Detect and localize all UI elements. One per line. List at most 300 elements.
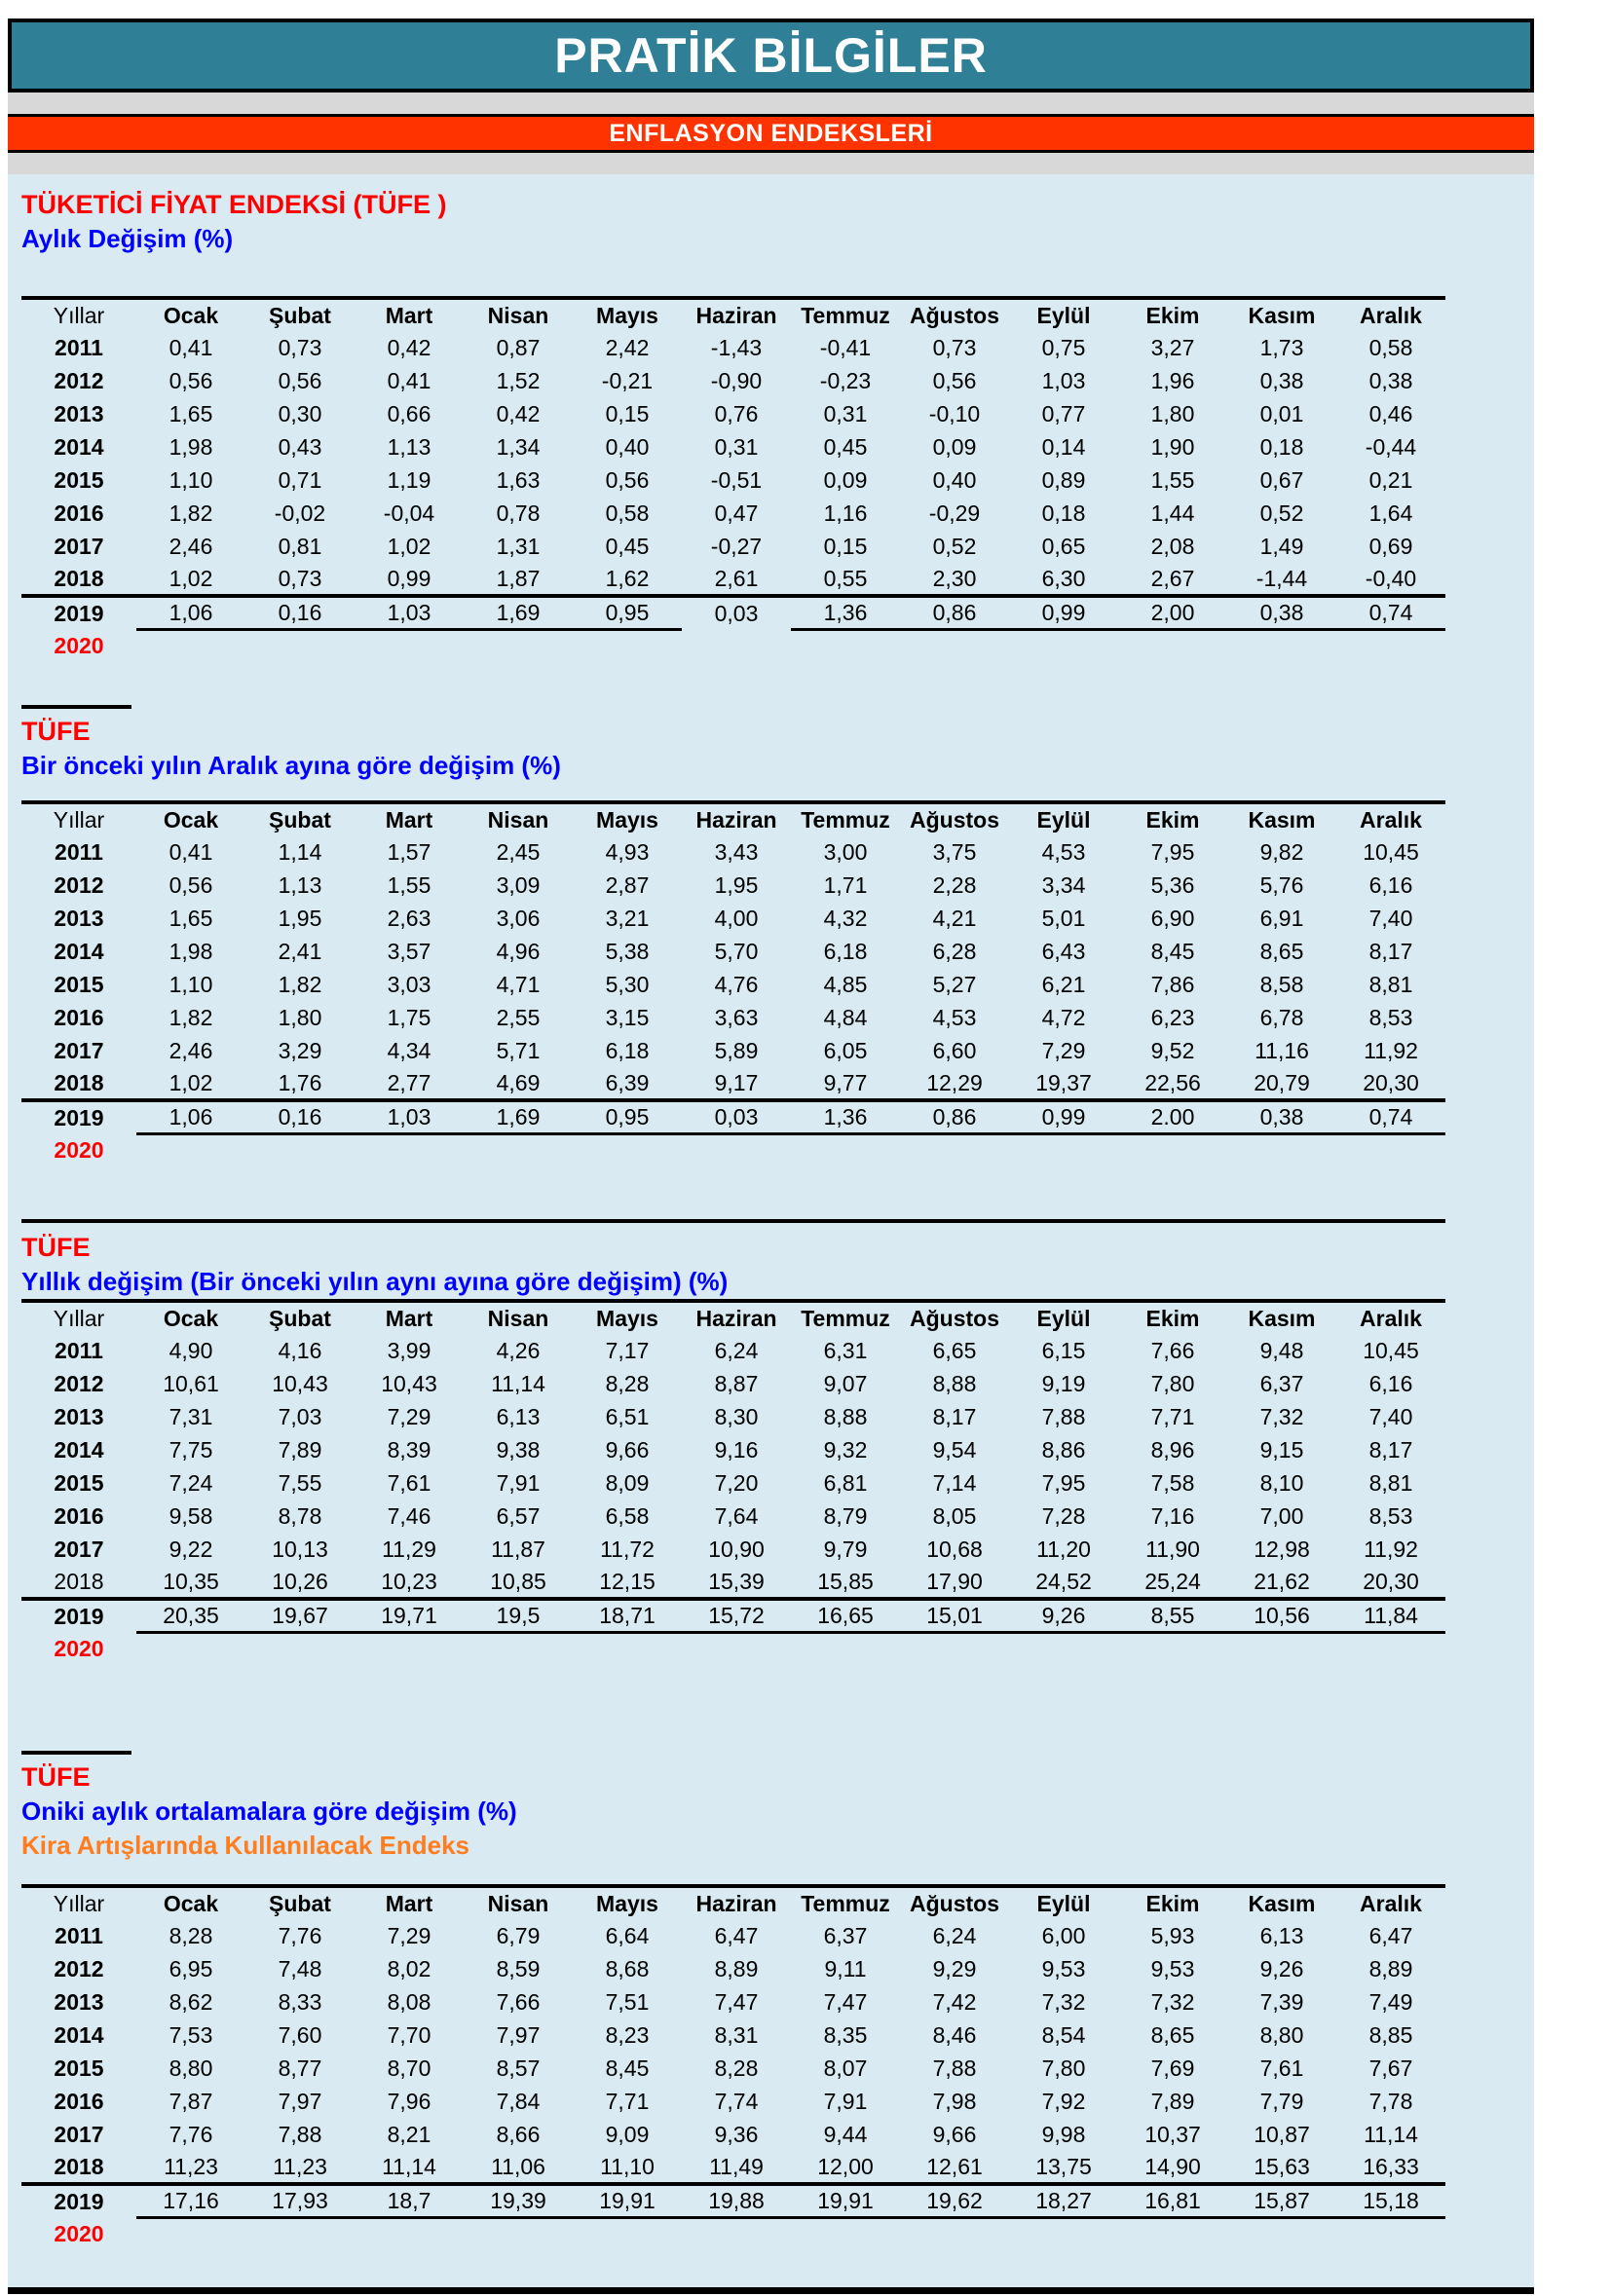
- value-cell: 2,77: [355, 1067, 464, 1100]
- value-cell: 8,45: [1150, 938, 1195, 964]
- value-cell: 19,39: [464, 2184, 573, 2217]
- value-cell: 7,79: [1259, 2088, 1304, 2114]
- value-cell: 8,62: [169, 1988, 213, 2015]
- month-column-header: Mart: [385, 806, 433, 833]
- value-cell: 1,06: [136, 596, 245, 629]
- month-column-header: Nisan: [487, 806, 549, 833]
- value-cell: 8,86: [1041, 1436, 1086, 1463]
- value-cell: 4,69: [464, 1067, 573, 1100]
- table-header-row: [21, 1301, 1445, 1334]
- table-row: [21, 1400, 1445, 1433]
- year-cell: 2015: [54, 971, 104, 997]
- value-cell: 8,88: [932, 1370, 977, 1396]
- value-cell: 7,28: [1041, 1502, 1086, 1529]
- value-cell: 0,52: [1259, 500, 1304, 526]
- month-column-header: Mayıs: [596, 806, 658, 833]
- month-column-header: Temmuz: [801, 806, 890, 833]
- value-cell: 15,87: [1227, 2184, 1336, 2217]
- value-cell: 6,60: [932, 1037, 977, 1063]
- year-cell: 2015: [54, 2055, 104, 2081]
- value-cell: -0,21: [601, 367, 654, 393]
- value-cell: 6,37: [823, 1922, 868, 1948]
- value-cell: 8,53: [1368, 1004, 1413, 1030]
- section-heading-blue: Bir önceki yılın Aralık ayına göre değişim (%): [21, 751, 561, 780]
- value-cell: 7,40: [1368, 905, 1413, 931]
- year-cell: 2020: [54, 1635, 104, 1661]
- value-cell: [1009, 2217, 1118, 2250]
- value-cell: 1,55: [1150, 466, 1195, 493]
- table-row: [21, 1433, 1445, 1466]
- value-cell: 6,57: [496, 1502, 541, 1529]
- year-cell: 2018: [21, 1067, 136, 1100]
- value-cell: 10,85: [464, 1566, 573, 1599]
- value-cell: 7,20: [714, 1469, 759, 1496]
- year-cell: 2019: [54, 1603, 104, 1629]
- value-cell: 9,44: [823, 2121, 868, 2147]
- value-cell: 7,66: [496, 1988, 541, 2015]
- value-cell: 21,62: [1227, 1566, 1336, 1599]
- table-row: [21, 629, 1445, 662]
- value-cell: 3,03: [387, 971, 431, 997]
- value-cell: 9,48: [1259, 1337, 1304, 1363]
- value-cell: 10,26: [245, 1566, 355, 1599]
- value-cell: 0,89: [1041, 466, 1086, 493]
- month-column-header: Eylül: [1036, 302, 1091, 328]
- value-cell: 0,45: [605, 533, 650, 559]
- month-column-header: Mayıs: [596, 302, 658, 328]
- month-column-header: Kasım: [1248, 302, 1316, 328]
- value-cell: 0,40: [605, 433, 650, 460]
- value-cell: 6,00: [1041, 1922, 1086, 1948]
- value-cell: [464, 1133, 573, 1167]
- value-cell: [1227, 629, 1336, 662]
- value-cell: 11,29: [382, 1536, 436, 1562]
- value-cell: 8,54: [1041, 2021, 1086, 2048]
- table-header-row: [21, 298, 1445, 331]
- value-cell: 7,67: [1368, 2055, 1413, 2081]
- value-cell: 1,55: [387, 871, 431, 898]
- value-cell: [1009, 1632, 1118, 1665]
- table-row: [21, 968, 1445, 1001]
- value-cell: 1,13: [387, 433, 431, 460]
- value-cell: 15,63: [1227, 2151, 1336, 2184]
- value-cell: 0,99: [1009, 1100, 1118, 1133]
- value-cell: -0,02: [274, 500, 326, 526]
- value-cell: 0,73: [278, 334, 322, 360]
- month-column-header: Kasım: [1248, 1890, 1316, 1916]
- value-cell: 0,15: [605, 400, 650, 426]
- value-cell: 8,81: [1368, 971, 1413, 997]
- value-cell: 16,33: [1336, 2151, 1445, 2184]
- value-cell: 0,67: [1259, 466, 1304, 493]
- table-row: [21, 397, 1445, 430]
- year-cell: 2016: [54, 2088, 104, 2114]
- table-row: [21, 869, 1445, 902]
- value-cell: 19,71: [355, 1599, 464, 1632]
- value-cell: 9,36: [714, 2121, 759, 2147]
- value-cell: 1,36: [791, 596, 900, 629]
- table-row: [21, 835, 1445, 869]
- value-cell: 1,02: [387, 533, 431, 559]
- value-cell: 18,27: [1009, 2184, 1118, 2217]
- table-row: [21, 1466, 1445, 1500]
- value-cell: 1,82: [278, 971, 322, 997]
- value-cell: 6,31: [823, 1337, 868, 1363]
- value-cell: 11,16: [1255, 1037, 1309, 1063]
- value-cell: [1009, 1133, 1118, 1167]
- value-cell: 5,01: [1041, 905, 1086, 931]
- value-cell: 1,10: [169, 971, 213, 997]
- value-cell: -0,10: [928, 400, 981, 426]
- gray-strip-bottom: [8, 153, 1534, 174]
- value-cell: 8,17: [1368, 938, 1413, 964]
- section-heading-red: TÜFE: [21, 1233, 91, 1262]
- year-cell: 2014: [54, 433, 104, 460]
- value-cell: [464, 629, 573, 662]
- value-cell: 6,43: [1041, 938, 1086, 964]
- value-cell: 1,49: [1259, 533, 1304, 559]
- spacer: [21, 1665, 1534, 1751]
- value-cell: 4,53: [1041, 838, 1086, 865]
- value-cell: 3,15: [605, 1004, 650, 1030]
- value-cell: 2,46: [169, 1037, 213, 1063]
- table-row: [21, 1919, 1445, 1952]
- table-row: [21, 530, 1445, 563]
- value-cell: 0,47: [714, 500, 759, 526]
- years-column-header: Yıllar: [53, 1305, 105, 1331]
- month-column-header: Ocak: [163, 1890, 219, 1916]
- value-cell: [900, 1632, 1009, 1665]
- value-cell: 9,09: [605, 2121, 650, 2147]
- value-cell: 7,64: [714, 1502, 759, 1529]
- value-cell: 8,10: [1259, 1469, 1304, 1496]
- value-cell: 5,93: [1150, 1922, 1195, 1948]
- value-cell: 11,23: [136, 2151, 245, 2184]
- value-cell: 8,79: [823, 1502, 868, 1529]
- year-cell: 2015: [54, 466, 104, 493]
- value-cell: 2,30: [900, 563, 1009, 596]
- value-cell: 1,03: [1041, 367, 1086, 393]
- value-cell: 8,05: [932, 1502, 977, 1529]
- value-cell: 8,85: [1368, 2021, 1413, 2048]
- value-cell: [1118, 1632, 1227, 1665]
- value-cell: 8,80: [1259, 2021, 1304, 2048]
- value-cell: 0,75: [1041, 334, 1086, 360]
- year-cell: 2018: [21, 2151, 136, 2184]
- value-cell: 2,08: [1150, 533, 1195, 559]
- value-cell: 0,77: [1041, 400, 1086, 426]
- value-cell: -0,27: [710, 533, 763, 559]
- value-cell: 20,30: [1336, 1067, 1445, 1100]
- value-cell: 10,43: [272, 1370, 328, 1396]
- value-cell: [900, 1133, 1009, 1167]
- value-cell: -0,51: [710, 466, 763, 493]
- year-cell: 2013: [54, 400, 104, 426]
- value-cell: 11,14: [1364, 2121, 1418, 2147]
- month-column-header: Şubat: [269, 1890, 331, 1916]
- table-row: [21, 1566, 1445, 1599]
- value-cell: 0,03: [682, 1100, 791, 1133]
- value-cell: 8,07: [823, 2055, 868, 2081]
- month-column-header: Nisan: [487, 1305, 549, 1331]
- section-heading-red: TÜFE: [21, 1762, 91, 1792]
- table-row: [21, 331, 1445, 364]
- year-cell: 2016: [54, 1004, 104, 1030]
- value-cell: 3,57: [387, 938, 431, 964]
- value-cell: 1,16: [823, 500, 868, 526]
- year-cell: 2016: [54, 500, 104, 526]
- value-cell: 7,60: [278, 2021, 322, 2048]
- value-cell: 0,71: [278, 466, 322, 493]
- value-cell: 1,02: [136, 1067, 245, 1100]
- page-title-box: [8, 19, 1534, 93]
- value-cell: 10,13: [272, 1536, 328, 1562]
- value-cell: 1,76: [245, 1067, 355, 1100]
- value-cell: [1118, 2217, 1227, 2250]
- value-cell: 7,89: [278, 1436, 322, 1463]
- value-cell: [245, 1632, 355, 1665]
- value-cell: 9,66: [605, 1436, 650, 1463]
- value-cell: 4,32: [823, 905, 868, 931]
- value-cell: 0,74: [1336, 1100, 1445, 1133]
- year-cell: 2018: [21, 563, 136, 596]
- value-cell: -0,90: [710, 367, 763, 393]
- value-cell: 10,43: [381, 1370, 437, 1396]
- value-cell: 7,61: [387, 1469, 431, 1496]
- value-cell: 0,58: [1368, 334, 1413, 360]
- year-cell: 2014: [54, 1436, 104, 1463]
- month-column-header: Haziran: [695, 1305, 777, 1331]
- value-cell: 7,88: [932, 2055, 977, 2081]
- month-column-header: Aralık: [1360, 806, 1422, 833]
- value-cell: 0,38: [1259, 367, 1304, 393]
- value-cell: 7,71: [1150, 1403, 1195, 1429]
- value-cell: 8,96: [1150, 1436, 1195, 1463]
- gray-strip-top: [8, 93, 1534, 114]
- table-row: [21, 2151, 1445, 2184]
- table-row: [21, 1001, 1445, 1034]
- value-cell: [355, 1632, 464, 1665]
- value-cell: 1,96: [1150, 367, 1195, 393]
- tufe-annual-change-table: [21, 1299, 1445, 1665]
- month-column-header: Şubat: [269, 1305, 331, 1331]
- value-cell: 8,21: [387, 2121, 431, 2147]
- value-cell: 1,64: [1368, 500, 1413, 526]
- value-cell: 7,75: [169, 1436, 213, 1463]
- value-cell: 0,16: [245, 596, 355, 629]
- value-cell: 7,66: [1150, 1337, 1195, 1363]
- value-cell: 8,45: [605, 2055, 650, 2081]
- value-cell: [1227, 2217, 1336, 2250]
- value-cell: [136, 629, 245, 662]
- value-cell: 7,00: [1259, 1502, 1304, 1529]
- value-cell: 7,92: [1041, 2088, 1086, 2114]
- table-row: [21, 1632, 1445, 1665]
- value-cell: 7,32: [1259, 1403, 1304, 1429]
- value-cell: 7,03: [278, 1403, 322, 1429]
- years-column-header: Yıllar: [53, 806, 105, 833]
- value-cell: 8,30: [714, 1403, 759, 1429]
- value-cell: 0,56: [932, 367, 977, 393]
- value-cell: 8,59: [496, 1955, 541, 1981]
- value-cell: 1,65: [169, 905, 213, 931]
- value-cell: [573, 1632, 682, 1665]
- value-cell: 7,46: [387, 1502, 431, 1529]
- year-cell: 2012: [54, 367, 104, 393]
- value-cell: 12,98: [1254, 1536, 1310, 1562]
- value-cell: 7,29: [387, 1922, 431, 1948]
- year-cell: 2020: [54, 2220, 104, 2246]
- year-cell: 2011: [55, 1922, 103, 1948]
- value-cell: 0,95: [573, 1100, 682, 1133]
- value-cell: 5,71: [496, 1037, 541, 1063]
- value-cell: [682, 629, 791, 662]
- value-cell: 19,37: [1009, 1067, 1118, 1100]
- value-cell: 8,89: [1368, 1955, 1413, 1981]
- value-cell: 7,84: [496, 2088, 541, 2114]
- table-row: [21, 2184, 1445, 2217]
- value-cell: 7,17: [605, 1337, 650, 1363]
- value-cell: 6,78: [1259, 1004, 1304, 1030]
- table-row: [21, 596, 1445, 629]
- section-heading-blue: Aylık Değişim (%): [21, 224, 234, 253]
- value-cell: 1,71: [823, 871, 868, 898]
- value-cell: 7,89: [1150, 2088, 1195, 2114]
- value-cell: 8,89: [714, 1955, 759, 1981]
- value-cell: [682, 2217, 791, 2250]
- value-cell: 2,87: [605, 871, 650, 898]
- value-cell: [573, 629, 682, 662]
- year-cell: 2013: [54, 905, 104, 931]
- year-cell: 2018: [21, 1566, 136, 1599]
- value-cell: 0,52: [932, 533, 977, 559]
- value-cell: 0,31: [823, 400, 868, 426]
- value-cell: 7,16: [1150, 1502, 1195, 1529]
- value-cell: 1,95: [278, 905, 322, 931]
- value-cell: [245, 2217, 355, 2250]
- month-column-header: Mayıs: [596, 1305, 658, 1331]
- value-cell: 9,53: [1150, 1955, 1195, 1981]
- table-row: [21, 902, 1445, 935]
- section-monthly-change: [21, 188, 1534, 662]
- month-column-header: Ocak: [163, 302, 219, 328]
- value-cell: 1,62: [573, 563, 682, 596]
- value-cell: 1,82: [169, 500, 213, 526]
- value-cell: -0,44: [1365, 433, 1417, 460]
- value-cell: 7,47: [823, 1988, 868, 2015]
- value-cell: 1,87: [464, 563, 573, 596]
- value-cell: 6,28: [932, 938, 977, 964]
- value-cell: 4,26: [496, 1337, 541, 1363]
- value-cell: 0,65: [1041, 533, 1086, 559]
- value-cell: 1,36: [791, 1100, 900, 1133]
- value-cell: [1336, 629, 1445, 662]
- value-cell: 1,31: [496, 533, 541, 559]
- value-cell: 7,91: [496, 1469, 541, 1496]
- value-cell: 7,49: [1368, 1988, 1413, 2015]
- value-cell: 8,65: [1150, 2021, 1195, 2048]
- value-cell: 12,15: [573, 1566, 682, 1599]
- value-cell: 0,56: [278, 367, 322, 393]
- month-column-header: Aralık: [1360, 302, 1422, 328]
- value-cell: -1,44: [1227, 563, 1336, 596]
- table-row: [21, 1100, 1445, 1133]
- value-cell: [1336, 2217, 1445, 2250]
- value-cell: 8,28: [605, 1370, 650, 1396]
- value-cell: 19,62: [900, 2184, 1009, 2217]
- value-cell: 9,38: [496, 1436, 541, 1463]
- value-cell: 8,08: [387, 1988, 431, 2015]
- year-cell: 2014: [54, 2021, 104, 2048]
- value-cell: [355, 1133, 464, 1167]
- table-row: [21, 1133, 1445, 1167]
- value-cell: 7,97: [278, 2088, 322, 2114]
- value-cell: 8,70: [387, 2055, 431, 2081]
- value-cell: 0,66: [387, 400, 431, 426]
- spacer: [21, 1167, 1534, 1219]
- value-cell: 7,87: [169, 2088, 213, 2114]
- value-cell: 0,76: [714, 400, 759, 426]
- value-cell: 6,05: [823, 1037, 868, 1063]
- wide-rule: [21, 1219, 1445, 1223]
- value-cell: 9,15: [1259, 1436, 1304, 1463]
- value-cell: 6,24: [714, 1337, 759, 1363]
- value-cell: 1,34: [496, 433, 541, 460]
- value-cell: 8,55: [1118, 1599, 1227, 1632]
- value-cell: 0,56: [169, 871, 213, 898]
- value-cell: 0,38: [1227, 1100, 1336, 1133]
- value-cell: 20,35: [136, 1599, 245, 1632]
- value-cell: 11,23: [245, 2151, 355, 2184]
- value-cell: 0,31: [714, 433, 759, 460]
- month-column-header: Ekim: [1145, 1305, 1200, 1331]
- value-cell: 0,41: [387, 367, 431, 393]
- value-cell: 1,90: [1150, 433, 1195, 460]
- month-column-header: Temmuz: [801, 302, 890, 328]
- value-cell: 0,09: [823, 466, 868, 493]
- value-cell: 7,24: [169, 1469, 213, 1496]
- short-rule: [21, 705, 131, 709]
- section-heading-blue: Oniki aylık ortalamalara göre değişim (%): [21, 1796, 517, 1826]
- value-cell: 1,75: [387, 1004, 431, 1030]
- value-cell: [573, 2217, 682, 2250]
- value-cell: 8,09: [605, 1469, 650, 1496]
- value-cell: 8,68: [605, 1955, 650, 1981]
- value-cell: [355, 2217, 464, 2250]
- month-column-header: Temmuz: [801, 1305, 890, 1331]
- value-cell: [1118, 629, 1227, 662]
- value-cell: -0,23: [819, 367, 872, 393]
- value-cell: [136, 1133, 245, 1167]
- table-row: [21, 2118, 1445, 2151]
- value-cell: 7,32: [1150, 1988, 1195, 2015]
- value-cell: 8,87: [714, 1370, 759, 1396]
- value-cell: [245, 1133, 355, 1167]
- value-cell: 0,14: [1041, 433, 1086, 460]
- value-cell: 17,16: [136, 2184, 245, 2217]
- value-cell: 8,58: [1259, 971, 1304, 997]
- value-cell: 0,69: [1368, 533, 1413, 559]
- value-cell: 10,35: [136, 1566, 245, 1599]
- value-cell: 7,86: [1150, 971, 1195, 997]
- value-cell: 7,76: [278, 1922, 322, 1948]
- value-cell: 4,96: [496, 938, 541, 964]
- value-cell: 0,42: [387, 334, 431, 360]
- value-cell: [791, 1133, 900, 1167]
- value-cell: 15,39: [682, 1566, 791, 1599]
- month-column-header: Temmuz: [801, 1890, 890, 1916]
- value-cell: 3,09: [496, 871, 541, 898]
